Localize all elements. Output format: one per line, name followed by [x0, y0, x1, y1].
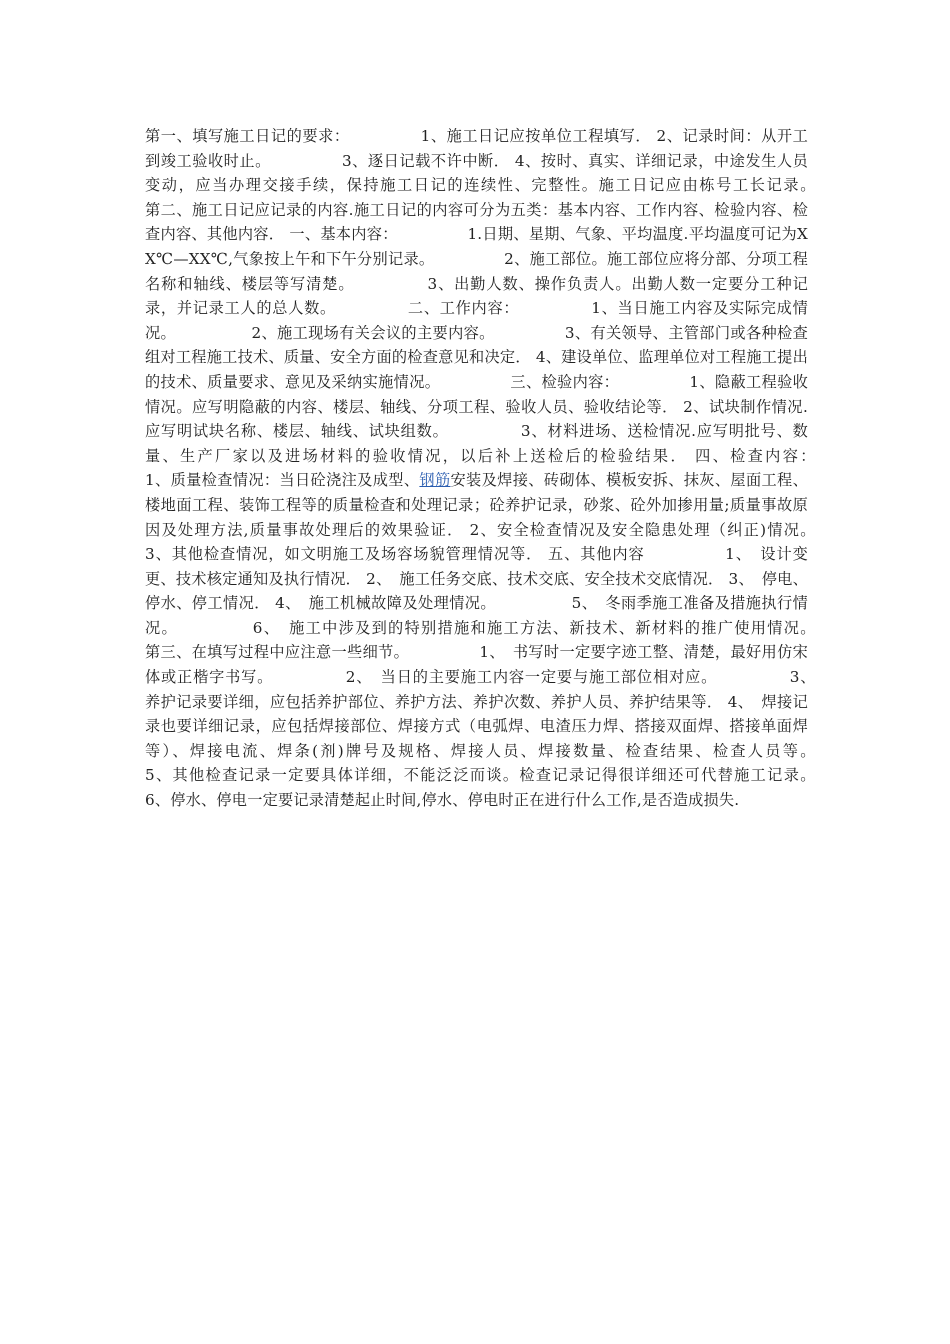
- rebar-link[interactable]: 钢筋: [419, 471, 451, 490]
- document-body: [145, 124, 885, 813]
- paragraph-text-before-link: 第一、填写施工日记的要求： 1、施工日记应按单位工程填写． 2、记录时间：从开工到竣工验收时止。 3、逐日记载不许中断． 4、按时、真实、详细记录，中途发生人员变动，应当办理交接手续，保持施工日记的连续性、完整性。施工日记应由栋号工长记录。 第二、施工日记应记录的内容.施工日记的内容可分为五类：基本内容、工作内容、检验内容、检查内容、其他内容． 一、基本内容： 1.日期、星期、气象、平均温度.平均温度可记为XX℃—XX℃,气象按上午和下午分别记录。 2、施工部位。施工部位应将分部、分项工程名称和轴线、楼层等写清楚。 3、出勤人数、操作负责人。出勤人数一定要分工种记录，并记录工人的总人数。 二、工作内容： 1、当日施工内容及实际完成情况。 2、施工现场有关会议的主要内容。 3、有关领导、主管部门或各种检查组对工程施工技术、质量、安全方面的检查意见和决定． 4、建设单位、监理单位对工程施工提出的技术、质量要求、意见及采纳实施情况。 三、检验内容： 1、隐蔽工程验收情况。应写明隐蔽的内容、楼层、轴线、分项工程、验收人员、验收结论等． 2、试块制作情况.应写明试块名称、楼层、轴线、试块组数。 3、材料进场、送检情况.应写明批号、数量、生产厂家以及进场材料的验收情况，以后补上送检后的检验结果． 四、检查内容： 1、质量检查情况：当日砼浇注及成型、: [145, 127, 885, 490]
- paragraph-text-after-link: 安装及焊接、砖砌体、模板安拆、抹灰、屋面工程、楼地面工程、装饰工程等的质量检查和处理记录；砼养护记录，砂浆、砼外加掺用量;质量事故原因及处理方法,质量事故处理后的效果验证． 2、安全检查情况及安全隐患处理（纠正)情况。 3、其他检查情况，如文明施工及场容场貌管理情况等． 五、其他内容 1、 设计变更、技术核定通知及执行情况． 2、 施工任务交底、技术交底、安全技术交底情况． 3、 停电、停水、停工情况． 4、 施工机械故障及处理情况。 5、 冬雨季施工准备及措施执行情况。 6、 施工中涉及到的特别措施和施工方法、新技术、新材料的推广使用情况。 第三、在填写过程中应注意一些细节。 1、 书写时一定要字迹工整、清楚，最好用仿宋体或正楷字书写。 2、 当日的主要施工内容一定要与施工部位相对应。 3、 养护记录要详细，应包括养护部位、养护方法、养护次数、养护人员、养护结果等． 4、 焊接记录也要详细记录，应包括焊接部位、焊接方式（电弧焊、电渣压力焊、搭接双面焊、搭接单面焊等）、焊接电流、焊条(剂)牌号及规格、焊接人员、焊接数量、检查结果、检查人员等。 5、其他检查记录一定要具体详细，不能泛泛而谈。检查记录记得很详细还可代替施工记录。 6、停水、停电一定要记录清楚起止时间,停水、停电时正在进行什么工作,是否造成损失.: [145, 471, 885, 810]
- document-paragraph: [145, 124, 885, 813]
